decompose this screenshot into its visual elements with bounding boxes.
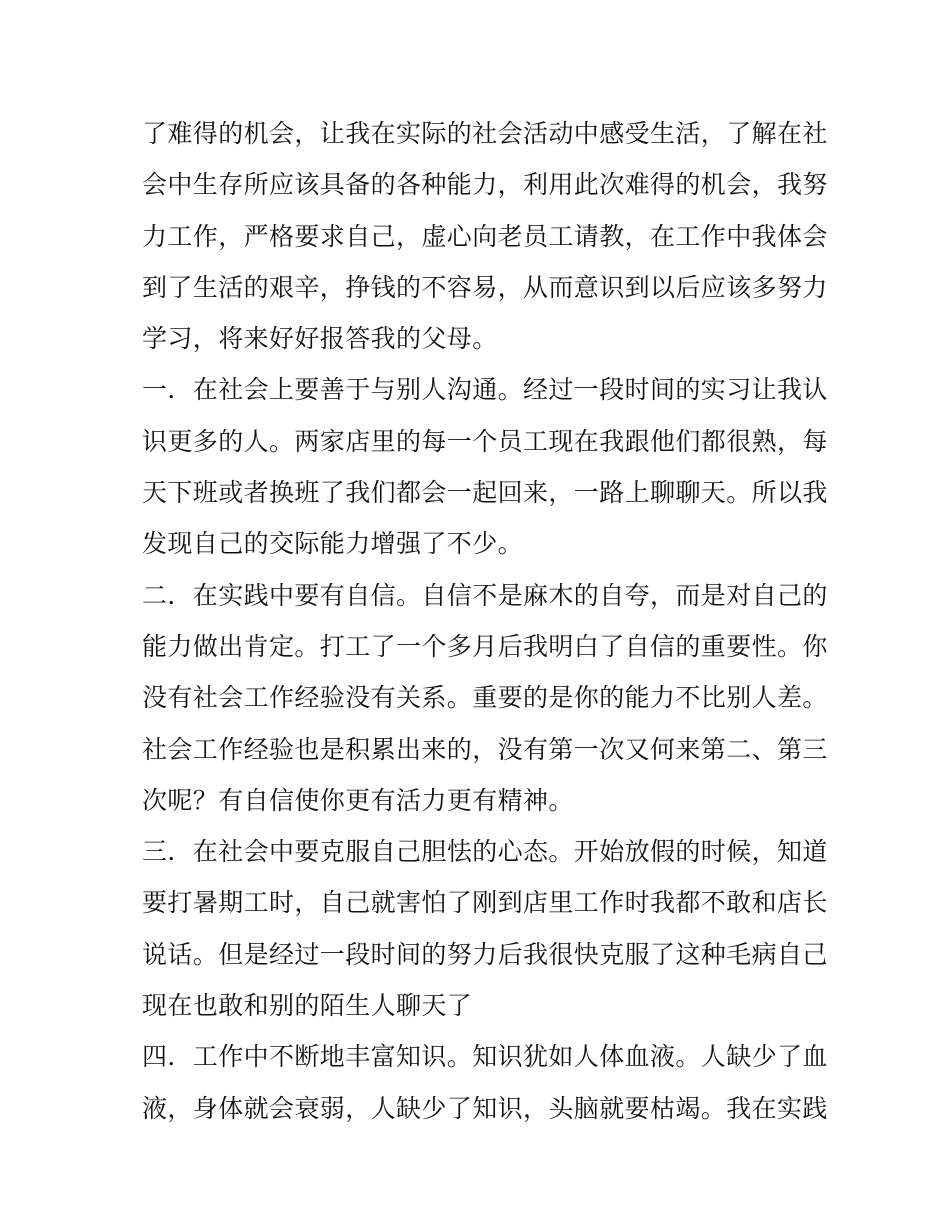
text-line: 二．在实践中要有自信。自信不是麻木的自夸，而是对自己的 (142, 580, 828, 610)
text-line: 三．在社会中要克服自己胆怯的心态。开始放假的时候，知道 (142, 837, 828, 867)
text-line: 说话。但是经过一段时间的努力后我很快克服了这种毛病自己 (142, 939, 828, 969)
text-line: 发现自己的交际能力增强了不少。 (142, 529, 524, 559)
text-line: 到了生活的艰辛，挣钱的不容易，从而意识到以后应该多努力 (142, 272, 828, 302)
text-line: 会中生存所应该具备的各种能力，利用此次难得的机会，我努 (142, 170, 828, 200)
text-line: 了难得的机会，让我在实际的社会活动中感受生活，了解在社 (142, 119, 828, 148)
text-line: 力工作，严格要求自己，虚心向老员工请教，在工作中我体会 (142, 221, 828, 251)
text-line: 没有社会工作经验没有关系。重要的是你的能力不比别人差。 (142, 683, 828, 713)
text-line: 次呢？有自信使你更有活力更有精神。 (142, 785, 574, 815)
text-line: 液，身体就会衰弱，人缺少了知识，头脑就要枯竭。我在实践 (142, 1093, 828, 1123)
text-line: 要打暑期工时，自己就害怕了刚到店里工作时我都不敢和店长 (142, 888, 828, 918)
text-line: 能力做出肯定。打工了一个多月后我明白了自信的重要性。你 (142, 631, 828, 661)
text-line: 四．工作中不断地丰富知识。知识犹如人体血液。人缺少了血 (142, 1042, 828, 1072)
text-line: 天下班或者换班了我们都会一起回来，一路上聊聊天。所以我 (142, 478, 828, 508)
text-line: 一．在社会上要善于与别人沟通。经过一段时间的实习让我认 (142, 375, 828, 405)
document-body (142, 108, 828, 1134)
text-line: 识更多的人。两家店里的每一个员工现在我跟他们都很熟，每 (142, 426, 828, 456)
text-line: 学习，将来好好报答我的父母。 (142, 324, 498, 354)
text-line: 现在也敢和别的陌生人聊天了 (142, 991, 473, 1021)
text-line: 社会工作经验也是积累出来的，没有第一次又何来第二、第三 (142, 734, 828, 764)
